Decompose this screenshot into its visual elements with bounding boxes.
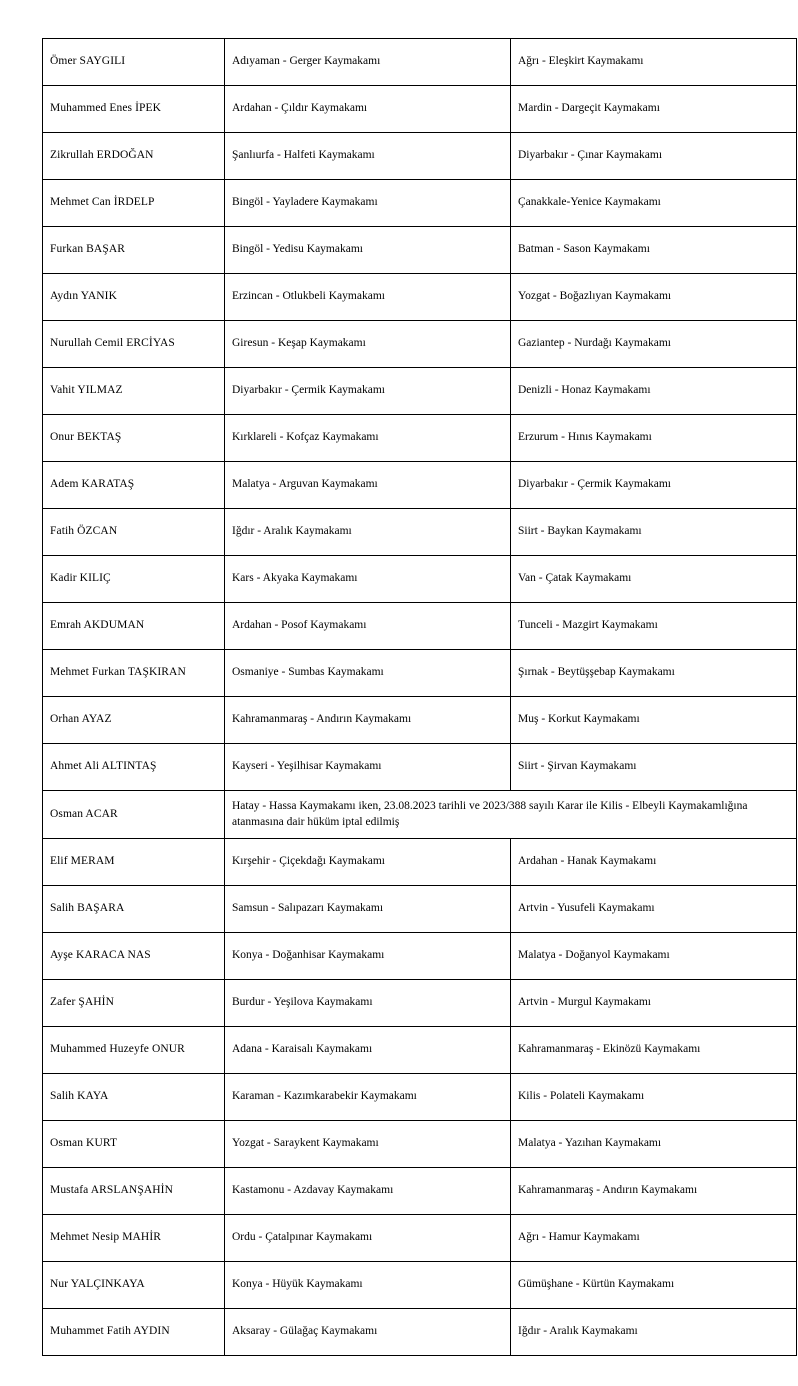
table-row [43,1074,797,1121]
current-post-text: Kahramanmaraş - Andırın Kaymakamı [232,713,412,726]
new-post-text: Batman - Sason Kaymakamı [518,243,650,256]
cell-new-post [511,133,797,180]
cell-new-post [511,650,797,697]
cell-current-post [225,1215,511,1262]
current-post-text: Ordu - Çatalpınar Kaymakamı [232,1231,373,1244]
cell-new-post [511,1121,797,1168]
current-post-text: Adana - Karaisalı Kaymakamı [232,1043,373,1056]
cell-note [225,791,797,839]
current-post-text: Malatya - Arguvan Kaymakamı [232,478,378,491]
current-post-text: Kastamonu - Azdavay Kaymakamı [232,1184,394,1197]
cell-person-name [43,933,225,980]
new-post-text: Ağrı - Eleşkirt Kaymakamı [518,55,644,68]
cell-person-name [43,274,225,321]
cell-new-post [511,1074,797,1121]
person-name-text: Ömer SAYGILI [50,55,126,68]
cell-new-post [511,368,797,415]
table-row [43,603,797,650]
current-post-text: Konya - Doğanhisar Kaymakamı [232,949,385,962]
cell-current-post [225,180,511,227]
table-row [43,86,797,133]
cell-current-post [225,509,511,556]
cell-current-post [225,650,511,697]
cell-person-name [43,462,225,509]
new-post-text: Kahramanmaraş - Ekinözü Kaymakamı [518,1043,701,1056]
cell-person-name [43,1074,225,1121]
cell-person-name [43,1309,225,1356]
table-row [43,1309,797,1356]
person-name-text: Mustafa ARSLANŞAHİN [50,1184,173,1197]
new-post-text: Gaziantep - Nurdağı Kaymakamı [518,337,671,350]
table-body [43,39,797,1356]
person-name-text: Osman ACAR [50,807,118,820]
cell-current-post [225,1262,511,1309]
cell-new-post [511,839,797,886]
cell-person-name [43,368,225,415]
table-row [43,980,797,1027]
new-post-text: Erzurum - Hınıs Kaymakamı [518,431,652,444]
cell-person-name [43,1027,225,1074]
current-post-text: Bingöl - Yayladere Kaymakamı [232,196,378,209]
person-name-text: Onur BEKTAŞ [50,431,122,444]
table-row [43,462,797,509]
new-post-text: Mardin - Dargeçit Kaymakamı [518,102,660,115]
current-post-text: Iğdır - Aralık Kaymakamı [232,525,352,538]
person-name-text: Kadir KILIÇ [50,572,111,585]
new-post-text: Gümüşhane - Kürtün Kaymakamı [518,1278,675,1291]
cell-person-name [43,39,225,86]
cell-current-post [225,1309,511,1356]
table-row [43,1121,797,1168]
person-name-text: Nurullah Cemil ERCİYAS [50,337,175,350]
cell-current-post [225,462,511,509]
cell-person-name [43,1121,225,1168]
new-post-text: Malatya - Yazıhan Kaymakamı [518,1137,662,1150]
person-name-text: Elif MERAM [50,855,115,868]
person-name-text: Ahmet Ali ALTINTAŞ [50,760,157,773]
new-post-text: Kahramanmaraş - Andırın Kaymakamı [518,1184,698,1197]
table-row [43,791,797,839]
cell-new-post [511,1309,797,1356]
cell-new-post [511,462,797,509]
table-row [43,697,797,744]
person-name-text: Mehmet Nesip MAHİR [50,1231,162,1244]
current-post-text: Giresun - Keşap Kaymakamı [232,337,366,350]
new-post-text: Iğdır - Aralık Kaymakamı [518,1325,638,1338]
cell-current-post [225,1074,511,1121]
new-post-text: Ağrı - Hamur Kaymakamı [518,1231,640,1244]
cell-person-name [43,886,225,933]
cell-new-post [511,1168,797,1215]
cell-person-name [43,697,225,744]
cell-current-post [225,933,511,980]
cell-new-post [511,556,797,603]
current-post-text: Kayseri - Yeşilhisar Kaymakamı [232,760,382,773]
cell-new-post [511,415,797,462]
person-name-text: Ayşe KARACA NAS [50,949,151,962]
cell-new-post [511,1027,797,1074]
person-name-text: Salih BAŞARA [50,902,125,915]
table-row [43,744,797,791]
new-post-text: Çanakkale-Yenice Kaymakamı [518,196,661,209]
person-name-text: Zikrullah ERDOĞAN [50,149,154,162]
cell-current-post [225,227,511,274]
cell-new-post [511,603,797,650]
cell-person-name [43,1168,225,1215]
cell-person-name [43,839,225,886]
cell-person-name [43,980,225,1027]
table-row [43,39,797,86]
cell-new-post [511,274,797,321]
current-post-text: Erzincan - Otlukbeli Kaymakamı [232,290,385,303]
table-row [43,368,797,415]
cell-new-post [511,180,797,227]
person-name-text: Osman KURT [50,1137,118,1150]
table-row [43,180,797,227]
cell-person-name [43,509,225,556]
person-name-text: Muhammed Enes İPEK [50,102,162,115]
new-post-text: Ardahan - Hanak Kaymakamı [518,855,657,868]
appointments-table [42,38,797,1356]
cell-current-post [225,1027,511,1074]
table-row [43,650,797,697]
new-post-text: Siirt - Baykan Kaymakamı [518,525,642,538]
cell-current-post [225,1168,511,1215]
cell-current-post [225,86,511,133]
current-post-text: Yozgat - Saraykent Kaymakamı [232,1137,379,1150]
current-post-text: Samsun - Salıpazarı Kaymakamı [232,902,384,915]
current-post-text: Aksaray - Gülağaç Kaymakamı [232,1325,378,1338]
new-post-text: Yozgat - Boğazlıyan Kaymakamı [518,290,672,303]
table-row [43,274,797,321]
cell-current-post [225,274,511,321]
cell-person-name [43,744,225,791]
note-text: Hatay - Hassa Kaymakamı iken, 23.08.2023 tarihli ve 2023/388 sayılı Karar ile Kilis - Elbeyli Kaymakamlığına atanmasına dair hüküm iptal edilmiş [232,800,748,828]
cell-current-post [225,744,511,791]
table-row [43,1215,797,1262]
person-name-text: Zafer ŞAHİN [50,996,115,1009]
person-name-text: Salih KAYA [50,1090,109,1103]
current-post-text: Adıyaman - Gerger Kaymakamı [232,55,381,68]
current-post-text: Kırşehir - Çiçekdağı Kaymakamı [232,855,385,868]
cell-current-post [225,133,511,180]
new-post-text: Van - Çatak Kaymakamı [518,572,632,585]
cell-current-post [225,839,511,886]
table-row [43,415,797,462]
cell-current-post [225,1121,511,1168]
person-name-text: Mehmet Furkan TAŞKIRAN [50,666,186,679]
table-row [43,133,797,180]
table-row [43,839,797,886]
new-post-text: Kilis - Polateli Kaymakamı [518,1090,645,1103]
current-post-text: Bingöl - Yedisu Kaymakamı [232,243,363,256]
current-post-text: Diyarbakır - Çermik Kaymakamı [232,384,385,397]
cell-person-name [43,415,225,462]
cell-new-post [511,1215,797,1262]
cell-person-name [43,650,225,697]
person-name-text: Vahit YILMAZ [50,384,123,397]
person-name-text: Emrah AKDUMAN [50,619,145,632]
table-row [43,556,797,603]
cell-person-name [43,133,225,180]
cell-new-post [511,86,797,133]
cell-new-post [511,509,797,556]
cell-current-post [225,886,511,933]
current-post-text: Burdur - Yeşilova Kaymakamı [232,996,373,1009]
new-post-text: Diyarbakır - Çermik Kaymakamı [518,478,671,491]
cell-person-name [43,603,225,650]
cell-new-post [511,744,797,791]
person-name-text: Mehmet Can İRDELP [50,196,155,209]
cell-current-post [225,39,511,86]
new-post-text: Denizli - Honaz Kaymakamı [518,384,651,397]
table-row [43,1027,797,1074]
cell-person-name [43,227,225,274]
person-name-text: Fatih ÖZCAN [50,525,118,538]
new-post-text: Artvin - Murgul Kaymakamı [518,996,651,1009]
current-post-text: Ardahan - Posof Kaymakamı [232,619,367,632]
person-name-text: Muhammed Huzeyfe ONUR [50,1043,185,1056]
new-post-text: Tunceli - Mazgirt Kaymakamı [518,619,658,632]
current-post-text: Konya - Hüyük Kaymakamı [232,1278,363,1291]
cell-new-post [511,980,797,1027]
cell-current-post [225,368,511,415]
cell-current-post [225,603,511,650]
cell-new-post [511,697,797,744]
current-post-text: Kars - Akyaka Kaymakamı [232,572,358,585]
cell-current-post [225,415,511,462]
person-name-text: Adem KARATAŞ [50,478,135,491]
table-row [43,886,797,933]
new-post-text: Muş - Korkut Kaymakamı [518,713,640,726]
cell-new-post [511,1262,797,1309]
cell-current-post [225,321,511,368]
cell-new-post [511,39,797,86]
table-row [43,321,797,368]
cell-new-post [511,321,797,368]
cell-current-post [225,556,511,603]
new-post-text: Malatya - Doğanyol Kaymakamı [518,949,670,962]
cell-new-post [511,886,797,933]
current-post-text: Kırklareli - Kofçaz Kaymakamı [232,431,379,444]
person-name-text: Furkan BAŞAR [50,243,126,256]
cell-current-post [225,697,511,744]
cell-new-post [511,227,797,274]
current-post-text: Ardahan - Çıldır Kaymakamı [232,102,368,115]
cell-person-name [43,180,225,227]
cell-person-name [43,1262,225,1309]
cell-current-post [225,980,511,1027]
cell-new-post [511,933,797,980]
person-name-text: Nur YALÇINKAYA [50,1278,145,1291]
cell-person-name [43,1215,225,1262]
table-row [43,509,797,556]
current-post-text: Osmaniye - Sumbas Kaymakamı [232,666,384,679]
person-name-text: Aydın YANIK [50,290,118,303]
person-name-text: Muhammet Fatih AYDIN [50,1325,170,1338]
table-row [43,1262,797,1309]
table-row [43,1168,797,1215]
cell-person-name [43,791,225,839]
current-post-text: Karaman - Kazımkarabekir Kaymakamı [232,1090,417,1103]
current-post-text: Şanlıurfa - Halfeti Kaymakamı [232,149,375,162]
table-row [43,227,797,274]
cell-person-name [43,321,225,368]
new-post-text: Şırnak - Beytüşşebap Kaymakamı [518,666,675,679]
new-post-text: Diyarbakır - Çınar Kaymakamı [518,149,663,162]
cell-person-name [43,556,225,603]
cell-person-name [43,86,225,133]
table-row [43,933,797,980]
person-name-text: Orhan AYAZ [50,713,112,726]
new-post-text: Artvin - Yusufeli Kaymakamı [518,902,655,915]
new-post-text: Siirt - Şirvan Kaymakamı [518,760,637,773]
